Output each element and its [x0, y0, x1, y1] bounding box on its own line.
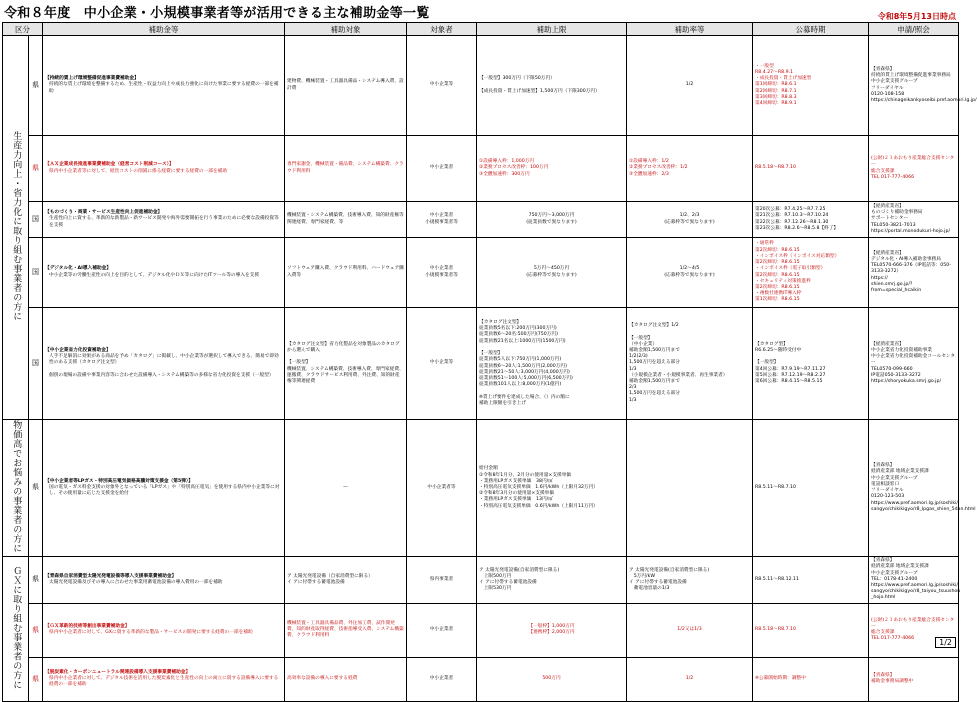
cell-line: 1/3 — [629, 397, 637, 403]
cell-line: 補助金額1,500万円まで — [629, 379, 680, 384]
cell-line: 従業員数5名以下:200万円(300万円) — [479, 326, 557, 332]
cell-line: 1/2又は1/3 — [677, 627, 702, 633]
cell-line: ②業務プロセス改善枠：1/2 — [629, 165, 688, 171]
rate-cell — [627, 557, 753, 603]
contact-cell — [869, 36, 977, 136]
table-row — [3, 308, 959, 420]
subsidy-description: 持続的な賃上げ環境を整備するため、生産性・収益力向上や成長力強化に向けた事業に要する経費の一部を補助 — [49, 82, 279, 94]
subsidy-cell — [43, 420, 285, 557]
scope-cell: 県 — [29, 557, 43, 603]
eligible-cell: 中小企業者 小規模事業者等 — [407, 202, 477, 238]
limit-cell — [477, 657, 627, 701]
eligible-cell: 中小企業等 — [407, 308, 477, 420]
category-cell-prices — [3, 420, 29, 557]
cell-line: 従業員数6〜20名:500万円(750万円) — [479, 332, 558, 338]
period-cell — [753, 202, 869, 238]
target-cell: 【カタログ注文型】省力化製品を対象製品のカタログから選んで購入 【一般型】 機械装置、システム構築費、技術導入費、専門家経費、運搬費、クラウドサービス利用費、外注費、知的財産権等関連経費 — [285, 308, 407, 420]
cell-line: TEL0570-666-376（IP電話等：050-3133-3272） — [871, 263, 951, 275]
cell-line: デジタル化・AI導入補助金事務局 — [871, 256, 941, 262]
subsidy-cell — [43, 308, 285, 420]
cell-line: 第2次締切：R8.6.15 — [755, 272, 800, 278]
cell-line: フリーダイヤル — [871, 85, 904, 91]
cell-line: 第23次公募：R8.2.6〜R8.5.8【終了】 — [755, 225, 839, 231]
subsidy-title[interactable]: 【ＧＸ革新的技術等創出事業費補助金】 — [45, 623, 130, 629]
subsidy-cell — [43, 238, 285, 308]
cell-line: 2/3 — [629, 385, 637, 391]
cell-line: 経済産業部 地域企業支援課 — [871, 469, 929, 475]
target-cell: 専門家謝金、機械装置・備品費、システム構築費、クラウド利用料 — [285, 136, 407, 202]
contact-cell — [869, 202, 959, 238]
subsidy-description: 国の電気・ガス料金支援の対象外となっている「LPガス」や「特別高圧電気」を使用する県内中小企業等に対し、その使用量に応じた支援金を給付 — [49, 485, 280, 497]
cell-line: (応募枠等で異なります) — [526, 272, 577, 278]
cell-line: 中小企業支援グループ — [871, 475, 918, 481]
contact-cell — [869, 238, 959, 308]
cell-line: 0120-123-503 — [871, 494, 905, 500]
limit-cell — [477, 136, 627, 202]
contact-cell — [869, 308, 959, 420]
subsidy-cell — [43, 136, 285, 202]
cell-line: https://shoryokuka.smrj.go.jp/ — [871, 379, 942, 384]
cell-line: （中小企業） — [629, 341, 658, 347]
period-cell — [753, 136, 869, 202]
subsidy-title[interactable]: 【中小企業省力化投資補助金】 — [45, 347, 111, 353]
cell-line: 【一般枠】1,000万円 — [528, 623, 575, 629]
scope-cell: 県 — [29, 420, 43, 557]
col-header-eligible: 対象者 — [407, 23, 477, 36]
cell-line: 0120-108-158 — [871, 91, 905, 97]
target-cell: 機械装置・システム構築費、技術導入費、知的財産権等関連経費、専門家経費、等 — [285, 202, 407, 238]
cell-line: 中小企業支援グループ — [871, 570, 918, 576]
cell-line: ※公募開始時期：調整中 — [755, 676, 806, 682]
subsidy-description: 人手不足解消に効果がある商品を予め「カタログ」に掲載し、中小企業等が選択して導入できる、簡易で即効性のある支援（カタログ注文型） 個別の現場の設備や事業内容等に合わせた設備導入・システム構築等の多様な省力化投資を支援（一般型） — [49, 354, 279, 378]
cell-line: サポートセンター — [871, 216, 909, 222]
cell-line: 【経済産業省】 — [871, 250, 904, 256]
rate-cell — [627, 202, 753, 238]
eligible-cell: 中小企業者 — [407, 657, 477, 701]
table-row — [3, 36, 959, 136]
period-cell — [753, 308, 869, 420]
cell-line — [629, 485, 750, 491]
cell-line: 第2次締切：R8.6.15 — [755, 260, 800, 266]
cell-line: ③全體加速枠：2/3 — [629, 171, 669, 177]
col-header-rate: 補助率等 — [627, 23, 753, 36]
cell-line: 給付金額 — [479, 466, 498, 472]
cell-line: 1/2、2/3 — [679, 213, 700, 219]
eligible-cell: 中小企業者 — [407, 603, 477, 657]
eligible-cell: 中小企業等 — [407, 36, 477, 136]
cell-line: ①令和8年1月分、2月分の使用量×支援単価 — [479, 472, 572, 478]
page-number: 1/2 — [935, 637, 956, 648]
rate-cell — [627, 36, 753, 136]
cell-line: 従業員数21〜50人:3,000万円(4,000万円) — [479, 369, 570, 375]
cell-line: 中小企業支援グループ — [871, 79, 918, 85]
rate-cell — [627, 603, 753, 657]
subsidy-cell — [43, 202, 285, 238]
cell-line: 500万円 — [542, 676, 561, 682]
subsidy-title[interactable]: 【青森県自家消費型太陽光発電設備等導入支援事業費補助金】 — [45, 573, 177, 579]
cell-line: R8.5.18〜R8.7.10 — [755, 627, 797, 633]
col-header-contact: 申請/照会 — [869, 23, 959, 36]
cell-line: 中小企業省力化投資補助金コールセンター — [871, 354, 956, 366]
table-row — [3, 420, 959, 557]
cell-line: https://chinageikankyoseibi.pref.aomori.lg.jp/ — [871, 97, 977, 103]
limit-cell — [477, 238, 627, 308]
col-header-category: 区分 — [3, 23, 43, 36]
cell-line: ②令和8年3月分の使用量×支援単価 — [479, 491, 555, 497]
cell-line: R8.5.11〜R8.7.10 — [755, 485, 797, 490]
period-cell — [753, 657, 869, 701]
cell-line: 補助金額1,500万円まで — [629, 347, 680, 353]
cell-line: https:// — [871, 275, 888, 281]
cell-line: ・特別高圧電気支援単価 1.6円/kWh（上限月32万円） — [479, 485, 599, 490]
limit-cell — [477, 603, 627, 657]
scope-cell: 県 — [29, 136, 43, 202]
cell-line: 1,500万円を超える部分 — [629, 391, 680, 397]
cell-line: shien.smrj.go.jp/?from=special_hcaikin — [871, 281, 922, 293]
table-row — [3, 202, 959, 238]
subsidy-title[interactable]: 【ものづくり・商業・サービス生産性向上促進補助金】 — [45, 210, 163, 216]
scope-cell: 国 — [29, 308, 43, 420]
cell-line: ・インボイス枠（インボイス対応類型） — [755, 253, 840, 259]
eligible-cell: 中小企業者 小規模事業者等 — [407, 238, 477, 308]
cell-line: イ アに付帯する蓄電池設備 — [479, 579, 537, 585]
subsidy-description: 県内中小企業者等に対して、経営コストの削減に係る経費に要する経費の一部を補助 — [49, 168, 228, 174]
cell-line: ①設備導入枠：1,000万円 — [479, 159, 535, 165]
contact-cell — [869, 420, 976, 557]
cell-line: 第2回締切：R8.7.1 — [755, 88, 797, 94]
cell-line: IP電話050-3133-3272 — [871, 372, 921, 378]
cell-line: 電話相談窓口 — [871, 481, 900, 487]
cell-line: 総合支援課 — [871, 168, 895, 174]
subsidy-title[interactable]: 【持続的賃上げ環境整備促進事業費補助金】 — [45, 76, 139, 82]
cell-line: 従業員数51〜100人:5,000万円(6,500万円) — [479, 375, 573, 381]
rate-cell — [627, 238, 753, 308]
cell-line: TEL 017-777-4066 — [871, 174, 915, 180]
cell-line: 補助上限額を引き上げ — [479, 400, 526, 406]
limit-cell — [477, 36, 627, 136]
subsidy-cell — [43, 36, 285, 136]
cell-line: ものづくり補助金事務局 — [871, 210, 923, 216]
scope-cell: 国 — [29, 202, 43, 238]
cell-line: 従業員数21名以上:1000万円(1500万円) — [479, 338, 566, 344]
cell-line: 【青森県】 — [871, 558, 895, 564]
cell-line: ・成長投資・賃上げ加速型 — [755, 76, 812, 82]
cell-line: 補助金事務局調整中 — [871, 679, 914, 685]
cell-line: 【青森県】 — [871, 672, 895, 678]
cell-line: sangyo/chikikigyo/r8_lpgas_shien_5dan.html — [871, 506, 976, 512]
cell-line: ・一般型 — [755, 63, 774, 69]
target-cell: ソフトウェア購入費、クラウド利用料、ハードウェア購入費等 — [285, 238, 407, 308]
subsidy-description: 県内中小企業者に対して、デジタル技術を活用した脱炭素化と生産性の向上の両立に資する設備導入に要する経費の一部を補助 — [49, 676, 279, 688]
cell-line: https://portal.monodukuri-hojo.jp/ — [871, 228, 951, 234]
table-row — [3, 557, 959, 603]
cell-line: ・複数社連携IT導入枠 — [755, 291, 802, 297]
cell-line: 【カタログ型】 — [755, 341, 788, 347]
cell-line: TEL0570-099-660 — [871, 366, 913, 372]
eligible-cell: 中小企業者 — [407, 136, 477, 202]
cell-line: 第2次締切：R8.6.15 — [755, 284, 800, 290]
cell-line: 【経済産業省】 — [871, 341, 904, 347]
cell-line: 経済産業部 地域企業支援課 — [871, 564, 929, 570]
cell-line: 【一般型】300万円（下限50万円） — [479, 76, 555, 82]
table-row — [3, 657, 959, 701]
cell-line: ①設備導入枠：1/2 — [629, 159, 669, 165]
cell-line: 【一般型】 — [755, 360, 779, 366]
scope-cell: 国 — [29, 238, 43, 308]
cell-line: 【青森県】 — [871, 463, 895, 469]
cell-line: (公財)２１あおもり産業総合支援センター — [871, 617, 955, 629]
cell-line: _hojo.html — [871, 595, 896, 601]
cell-line: ・セキュリティ対策推進枠 — [755, 278, 811, 284]
cell-line: 第4回公募：R7.9.19〜R7.11.27 — [755, 366, 826, 372]
cell-line: 従業員数6〜20人:1,500万円(2,000万円) — [479, 363, 567, 369]
contact-cell — [869, 603, 959, 657]
table-row — [3, 603, 959, 657]
subsidy-title[interactable]: 【デジタル化・AI導入補助金】 — [45, 266, 112, 272]
subsidy-title[interactable]: 【脱炭素化・カーボンニュートラル関連設備導入支援事業費補助金】 — [45, 669, 191, 675]
rate-cell — [627, 308, 753, 420]
scope-cell: 県 — [29, 36, 43, 136]
period-cell — [753, 603, 869, 657]
period-cell — [753, 238, 869, 308]
cell-line: 1,500万円を超える部分 — [629, 360, 680, 366]
col-header-limit: 補助上限 — [477, 23, 627, 36]
cell-line: R8.5.18〜R8.7.10 — [755, 165, 797, 171]
subsidy-cell — [43, 603, 285, 657]
table-row — [3, 238, 959, 308]
cell-line: 1/2(2/3) — [629, 354, 648, 360]
table-row — [3, 136, 959, 202]
cell-line: https://www.pref.aomori.lg.jp/soshiki/ — [871, 583, 958, 589]
cell-line: 第2次締切：R8.6.15 — [755, 247, 800, 253]
target-cell: 高効率な設備の導入に要する経費 — [285, 657, 407, 701]
cell-line: 【経済産業省】 — [871, 203, 904, 209]
cell-line: 【連携枠】2,000万円 — [528, 630, 575, 636]
target-cell: 建物費、機械装置・工具器具備品・システム導入費、設計費 — [285, 36, 407, 136]
cell-line: 1/2 — [685, 676, 694, 682]
cell-line: 上限500万円 — [479, 573, 512, 579]
cell-line: (応募枠等で異なります) — [664, 272, 715, 278]
rate-cell — [627, 657, 753, 701]
limit-cell — [477, 202, 627, 238]
limit-cell — [477, 557, 627, 603]
cell-line: 上限530万円 — [479, 586, 512, 592]
eligible-cell: 県内事業者 — [407, 557, 477, 603]
cell-line: 5万円〜450万円 — [533, 266, 570, 272]
cell-line: ③全體加速枠：300万円 — [479, 171, 530, 177]
cell-line: TEL：0178-41-2400 — [871, 576, 918, 582]
subsidy-description: 中小企業等の労働生産性の向上を目的として、デジタル化やＤＸ等に向けたITツール等の導入を支援 — [49, 272, 260, 278]
cell-line: 第4回締切：R8.9.1 — [755, 101, 797, 106]
subsidy-description: 県内中小企業者に対して、GXに資する革新的な製品・サービスの開発に要する経費の一部を補助 — [49, 630, 253, 636]
cell-line: 蓄電池容量の1/3 — [629, 586, 670, 592]
subsidy-cell — [43, 557, 285, 603]
period-cell — [753, 420, 869, 557]
table-header-row — [3, 23, 959, 36]
period-cell — [753, 36, 869, 136]
cell-line: 第6回公募：R8.4.15〜R8.5.15 — [755, 379, 823, 384]
cell-line: 第5回公募：R7.12.19〜R8.2.27 — [755, 372, 826, 378]
subsidy-description: 生産性向上に資する、革新的な新製品・新サービス開発や海外需要開拓を行う事業のために必要な設備投資等を支援 — [49, 216, 279, 228]
contact-cell — [869, 657, 959, 701]
cell-line: 持続的賃上げ環境整備促進事業事務局 — [871, 73, 951, 79]
cell-line: 【青森県】 — [871, 66, 895, 72]
limit-cell — [477, 420, 627, 557]
cell-line: ・業務用LPガス支援単価 38円/㎥ — [479, 478, 553, 484]
category-label: ＧＸに取り組む事業者の方に — [11, 565, 22, 690]
cell-line: TEL 017-777-4066 — [871, 636, 915, 642]
cell-line: 1/2〜4/5 — [679, 266, 700, 272]
cell-line: ・通常枠 — [755, 241, 774, 247]
cell-line: 1/2 — [685, 82, 694, 88]
rate-cell — [627, 136, 753, 202]
cell-line: 【カタログ注文型】1/2 — [629, 323, 679, 329]
cell-line: TEL050-3821-7013 — [871, 222, 916, 228]
cell-line: R6.6.25〜随時受付中 — [755, 347, 802, 353]
cell-line: 【カタログ注文型】 — [479, 320, 522, 326]
cell-line: sangyo/chikikigyo/r8_taiyou_tsuushou — [871, 589, 961, 595]
cell-line: ・インボイス枠（電子取引類型） — [755, 266, 826, 272]
cell-line: ②業務プロセス改善枠：100万円 — [479, 165, 549, 171]
cell-line: 第22次公募：R7.12.26〜R8.1.30 — [755, 219, 829, 225]
cell-line: 第20次公募：R7.4.25〜R7.7.25 — [755, 207, 826, 213]
cell-line: (応募枠等で異なります) — [664, 219, 715, 225]
cell-line: ア 太陽光発電設備(自家消費型に限る) — [479, 567, 560, 573]
cell-line: ※賃上げ要件を達成した場合、（）内の額に — [479, 394, 570, 400]
cell-line: R8.4.27〜R8.9.1 — [755, 69, 794, 75]
cell-line: (公財)２１あおもり産業総合支援センター — [871, 156, 955, 168]
category-label: 生産力向上・省力化に取り組む事業者の方に — [11, 130, 22, 321]
cell-line: 第1次締切：R8.6.15 — [755, 297, 800, 303]
scope-cell: 県 — [29, 603, 43, 657]
cell-line: 総合支援課 — [871, 630, 895, 636]
rate-cell — [627, 420, 753, 557]
period-cell — [753, 557, 869, 603]
contact-cell — [869, 557, 959, 603]
subsidy-title[interactable]: 【ＡＸ企業成長推進事業費補助金（経営コスト削減コース）】 — [45, 162, 174, 168]
scope-cell: 県 — [29, 657, 43, 701]
cell-line: （小規模企業者・小規模事業者、再生事業者） — [629, 372, 728, 378]
subsidy-description: 太陽光発電設備及びその導入に合わせた事業用蓄電池設備の導入費用の一部を補助 — [49, 579, 223, 585]
cell-line: ・特別高圧電気支援単価 0.6円/kWh（上限月11万円） — [479, 503, 599, 509]
page-title: 令和８年度 中小企業・小規模事業者等が活用できる主な補助金等一覧 — [4, 6, 430, 21]
cell-line: イ アに付帯する蓄電池設備 — [629, 579, 687, 585]
subsidy-table — [2, 22, 977, 702]
cell-line: (従業員数で異なります) — [526, 219, 577, 225]
cell-line: 中小企業省力化投資補助事業 — [871, 347, 932, 353]
category-label: 物価高でお悩みの事業者の方に — [11, 420, 22, 553]
subsidy-title[interactable]: 【中小企業者等LPガス・特別高圧電気価格高騰対策支援金（第5弾）】 — [45, 478, 193, 484]
cell-line: 従業員数5人以下:750万円(1,000万円) — [479, 357, 562, 363]
cell-line: 第21次公募：R7.10.3〜R7.10.24 — [755, 213, 829, 219]
cell-line: 第1回締切：R8.6.1 — [755, 82, 797, 88]
cell-line: R8.5.11〜R8.12.11 — [755, 576, 800, 582]
cell-line: 【一般型】 — [479, 351, 503, 357]
cell-line: 1/3 — [629, 366, 637, 372]
category-cell-gx — [3, 557, 29, 701]
target-cell: 機械装置・工具器具備品費、外注加工費、試作開発費、知的財産取得経費、技術指導受入費、システム構築費、クラウド利用料 — [285, 603, 407, 657]
col-header-target: 補助対象 — [285, 23, 407, 36]
cell-line: https://www.pref.aomori.lg.jp/soshiki/ — [871, 500, 958, 506]
target-cell: — — [285, 420, 407, 557]
cell-line: 【一般型】 — [629, 335, 653, 341]
category-cell-productivity — [3, 36, 29, 420]
cell-line: 5万円/kW — [629, 573, 655, 579]
eligible-cell: 中小企業者等 — [407, 420, 477, 557]
limit-cell — [477, 308, 627, 420]
col-header-period: 公募時期 — [753, 23, 869, 36]
cell-line: フリーダイヤル — [871, 488, 904, 494]
contact-cell — [869, 136, 959, 202]
cell-line: 【成長投資・賃上げ加速型】1,500万円（下限300万円） — [479, 88, 600, 94]
cell-line: 従業員数101人以上:8,000万円(1億円) — [479, 382, 562, 388]
as-of-date: 令和8年5月13日時点 — [877, 12, 956, 21]
target-cell: ア 太陽光発電設備（自家消費型に限る） イ アに付帯する蓄電池設備 — [285, 557, 407, 603]
col-header-subsidy: 補助金等 — [43, 23, 285, 36]
cell-line: 第3回締切：R8.8.3 — [755, 94, 797, 100]
subsidy-cell — [43, 657, 285, 701]
cell-line: 750万円〜3,000万円 — [528, 213, 575, 219]
cell-line: ・業務用LPガス支援単価 13円/㎥ — [479, 497, 553, 503]
cell-line: ア 太陽光発電設備(自家消費型に限る) — [629, 567, 710, 573]
